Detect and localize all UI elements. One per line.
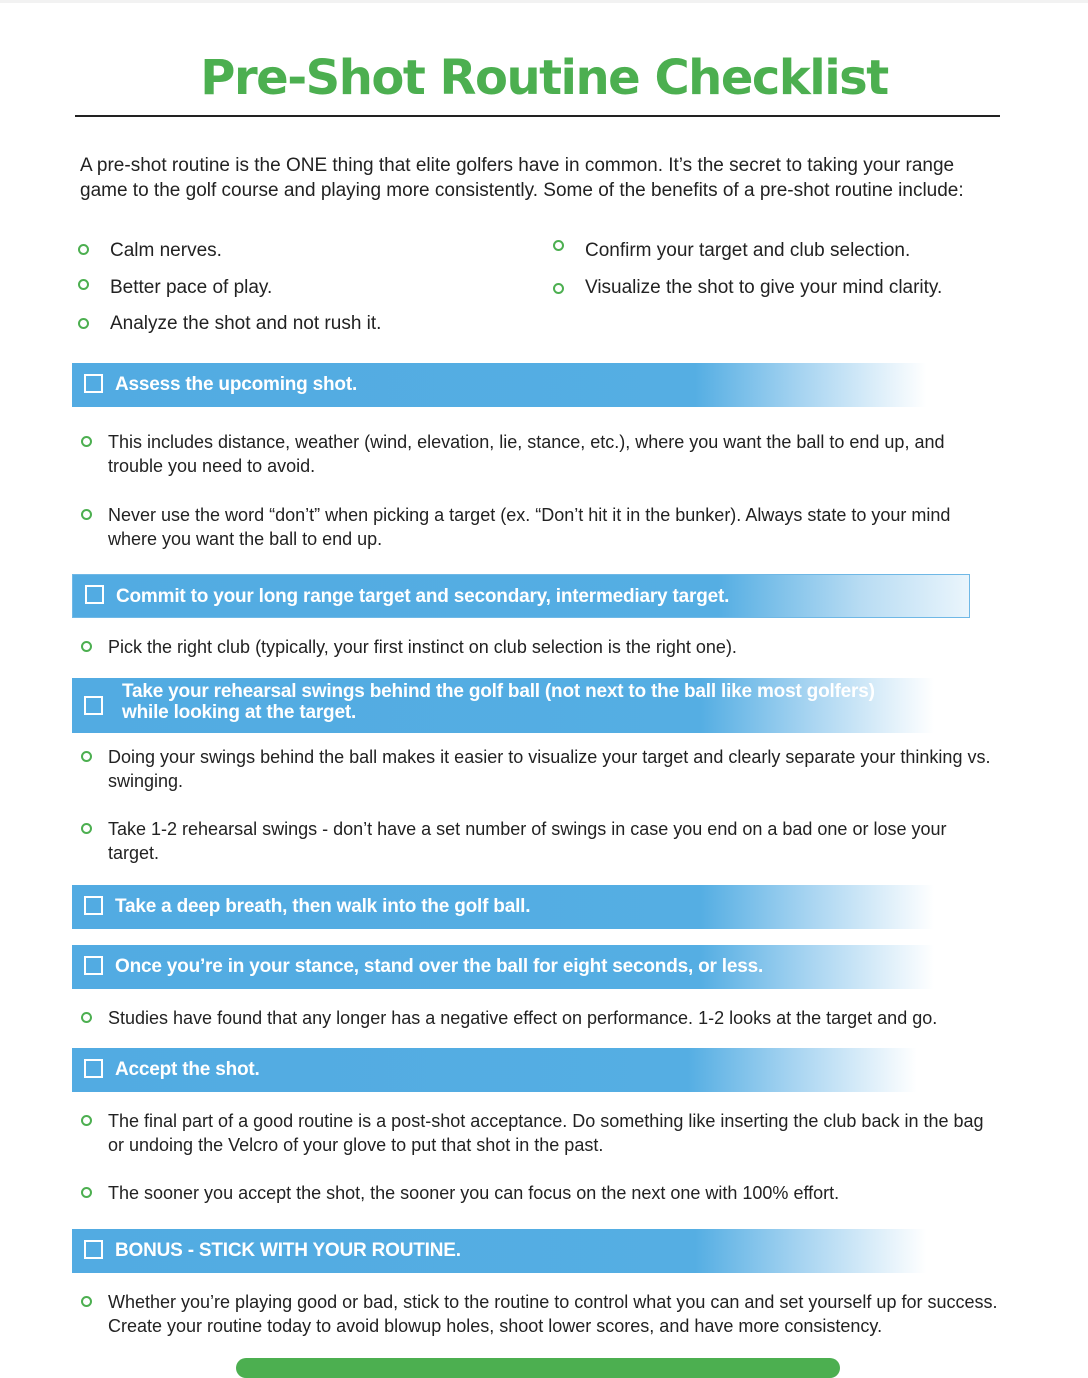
footer-button[interactable] [236, 1358, 840, 1378]
checklist-step [72, 945, 970, 989]
step-heading: Accept the shot. [115, 1059, 260, 1080]
hollow-circle-icon [78, 279, 89, 290]
benefit-text: Confirm your target and club selection. [585, 240, 911, 261]
checklist-step [72, 1048, 952, 1092]
list-item: Never use the word “don’t” when picking a target (ex. “Don’t hit it in the bunker). Always state to your mind where you want the ball to end up. [108, 503, 998, 551]
checkbox-icon[interactable] [84, 374, 103, 393]
intro-paragraph: A pre-shot routine is the ONE thing that elite golfers have in common. It’s the secret to taking your range game to the golf course and playing more consistently. Some of the benefits of a pre-shot routine include: [80, 155, 964, 201]
checklist-step [72, 363, 962, 407]
list-item: Pick the right club (typically, your first instinct on club selection is the right one). [108, 635, 998, 659]
checkbox-icon[interactable] [84, 1240, 103, 1259]
benefit-item [78, 311, 381, 337]
step-heading: Commit to your long range target and secondary, intermediary target. [116, 586, 730, 607]
list-item: The final part of a good routine is a post-shot acceptance. Do something like inserting the club back in the bag or undoing the Velcro of your glove to put that shot in the past. [108, 1109, 998, 1157]
list-item: Take 1-2 rehearsal swings - don’t have a set number of swings in case you end on a bad one or lose your target. [108, 817, 998, 865]
list-item: Studies have found that any longer has a negative effect on performance. 1-2 looks at the target and go. [108, 1006, 998, 1030]
checklist-step [72, 574, 970, 618]
hollow-circle-icon [553, 283, 564, 294]
hollow-circle-icon [81, 436, 92, 447]
checkbox-icon[interactable] [84, 896, 103, 915]
hollow-circle-icon [81, 1296, 92, 1307]
hollow-circle-icon [81, 823, 92, 834]
page-title: Pre-Shot Routine Checklist [200, 50, 888, 106]
hollow-circle-icon [81, 751, 92, 762]
hollow-circle-icon [81, 1012, 92, 1023]
checkbox-icon[interactable] [84, 956, 103, 975]
benefits-list [78, 238, 1008, 348]
list-item: This includes distance, weather (wind, elevation, lie, stance, etc.), where you want the ball to end up, and trouble you need to avoid. [108, 430, 998, 478]
hollow-circle-icon [81, 1115, 92, 1126]
step-heading: Take your rehearsal swings behind the golf ball (not next to the ball like most golfers) while looking at the target. [122, 681, 875, 723]
benefit-text: Analyze the shot and not rush it. [110, 313, 382, 334]
step-heading: Take a deep breath, then walk into the golf ball. [115, 896, 531, 917]
checklist-step [72, 885, 970, 929]
list-item: Doing your swings behind the ball makes it easier to visualize your target and clearly separate your thinking vs. swinging. [108, 745, 998, 793]
step-heading: Assess the upcoming shot. [115, 374, 358, 395]
benefit-text: Calm nerves. [110, 240, 222, 261]
step-heading: BONUS - STICK WITH YOUR ROUTINE. [115, 1240, 461, 1261]
hollow-circle-icon [553, 240, 564, 251]
hollow-circle-icon [81, 1187, 92, 1198]
hollow-circle-icon [78, 244, 89, 255]
step-heading: Once you’re in your stance, stand over the ball for eight seconds, or less. [115, 956, 764, 977]
checklist-step [72, 1229, 962, 1273]
title-divider [75, 115, 1000, 117]
checkbox-icon[interactable] [84, 1059, 103, 1078]
hollow-circle-icon [81, 641, 92, 652]
benefit-item [78, 275, 272, 301]
list-item: The sooner you accept the shot, the sooner you can focus on the next one with 100% effort. [108, 1181, 998, 1205]
benefit-item [553, 275, 942, 301]
benefit-item [78, 238, 222, 264]
benefit-item [553, 238, 910, 264]
checklist-step [72, 678, 970, 733]
hollow-circle-icon [78, 318, 89, 329]
benefit-text: Visualize the shot to give your mind clarity. [585, 277, 943, 298]
benefit-text: Better pace of play. [110, 277, 273, 298]
checkbox-icon[interactable] [84, 696, 103, 715]
hollow-circle-icon [81, 509, 92, 520]
list-item: Whether you’re playing good or bad, stick to the routine to control what you can and set yourself up for success. Create your routine today to avoid blowup holes, shoot lower scores, and have more consistency. [108, 1290, 998, 1338]
checkbox-icon[interactable] [85, 585, 104, 604]
top-divider [0, 0, 1088, 3]
